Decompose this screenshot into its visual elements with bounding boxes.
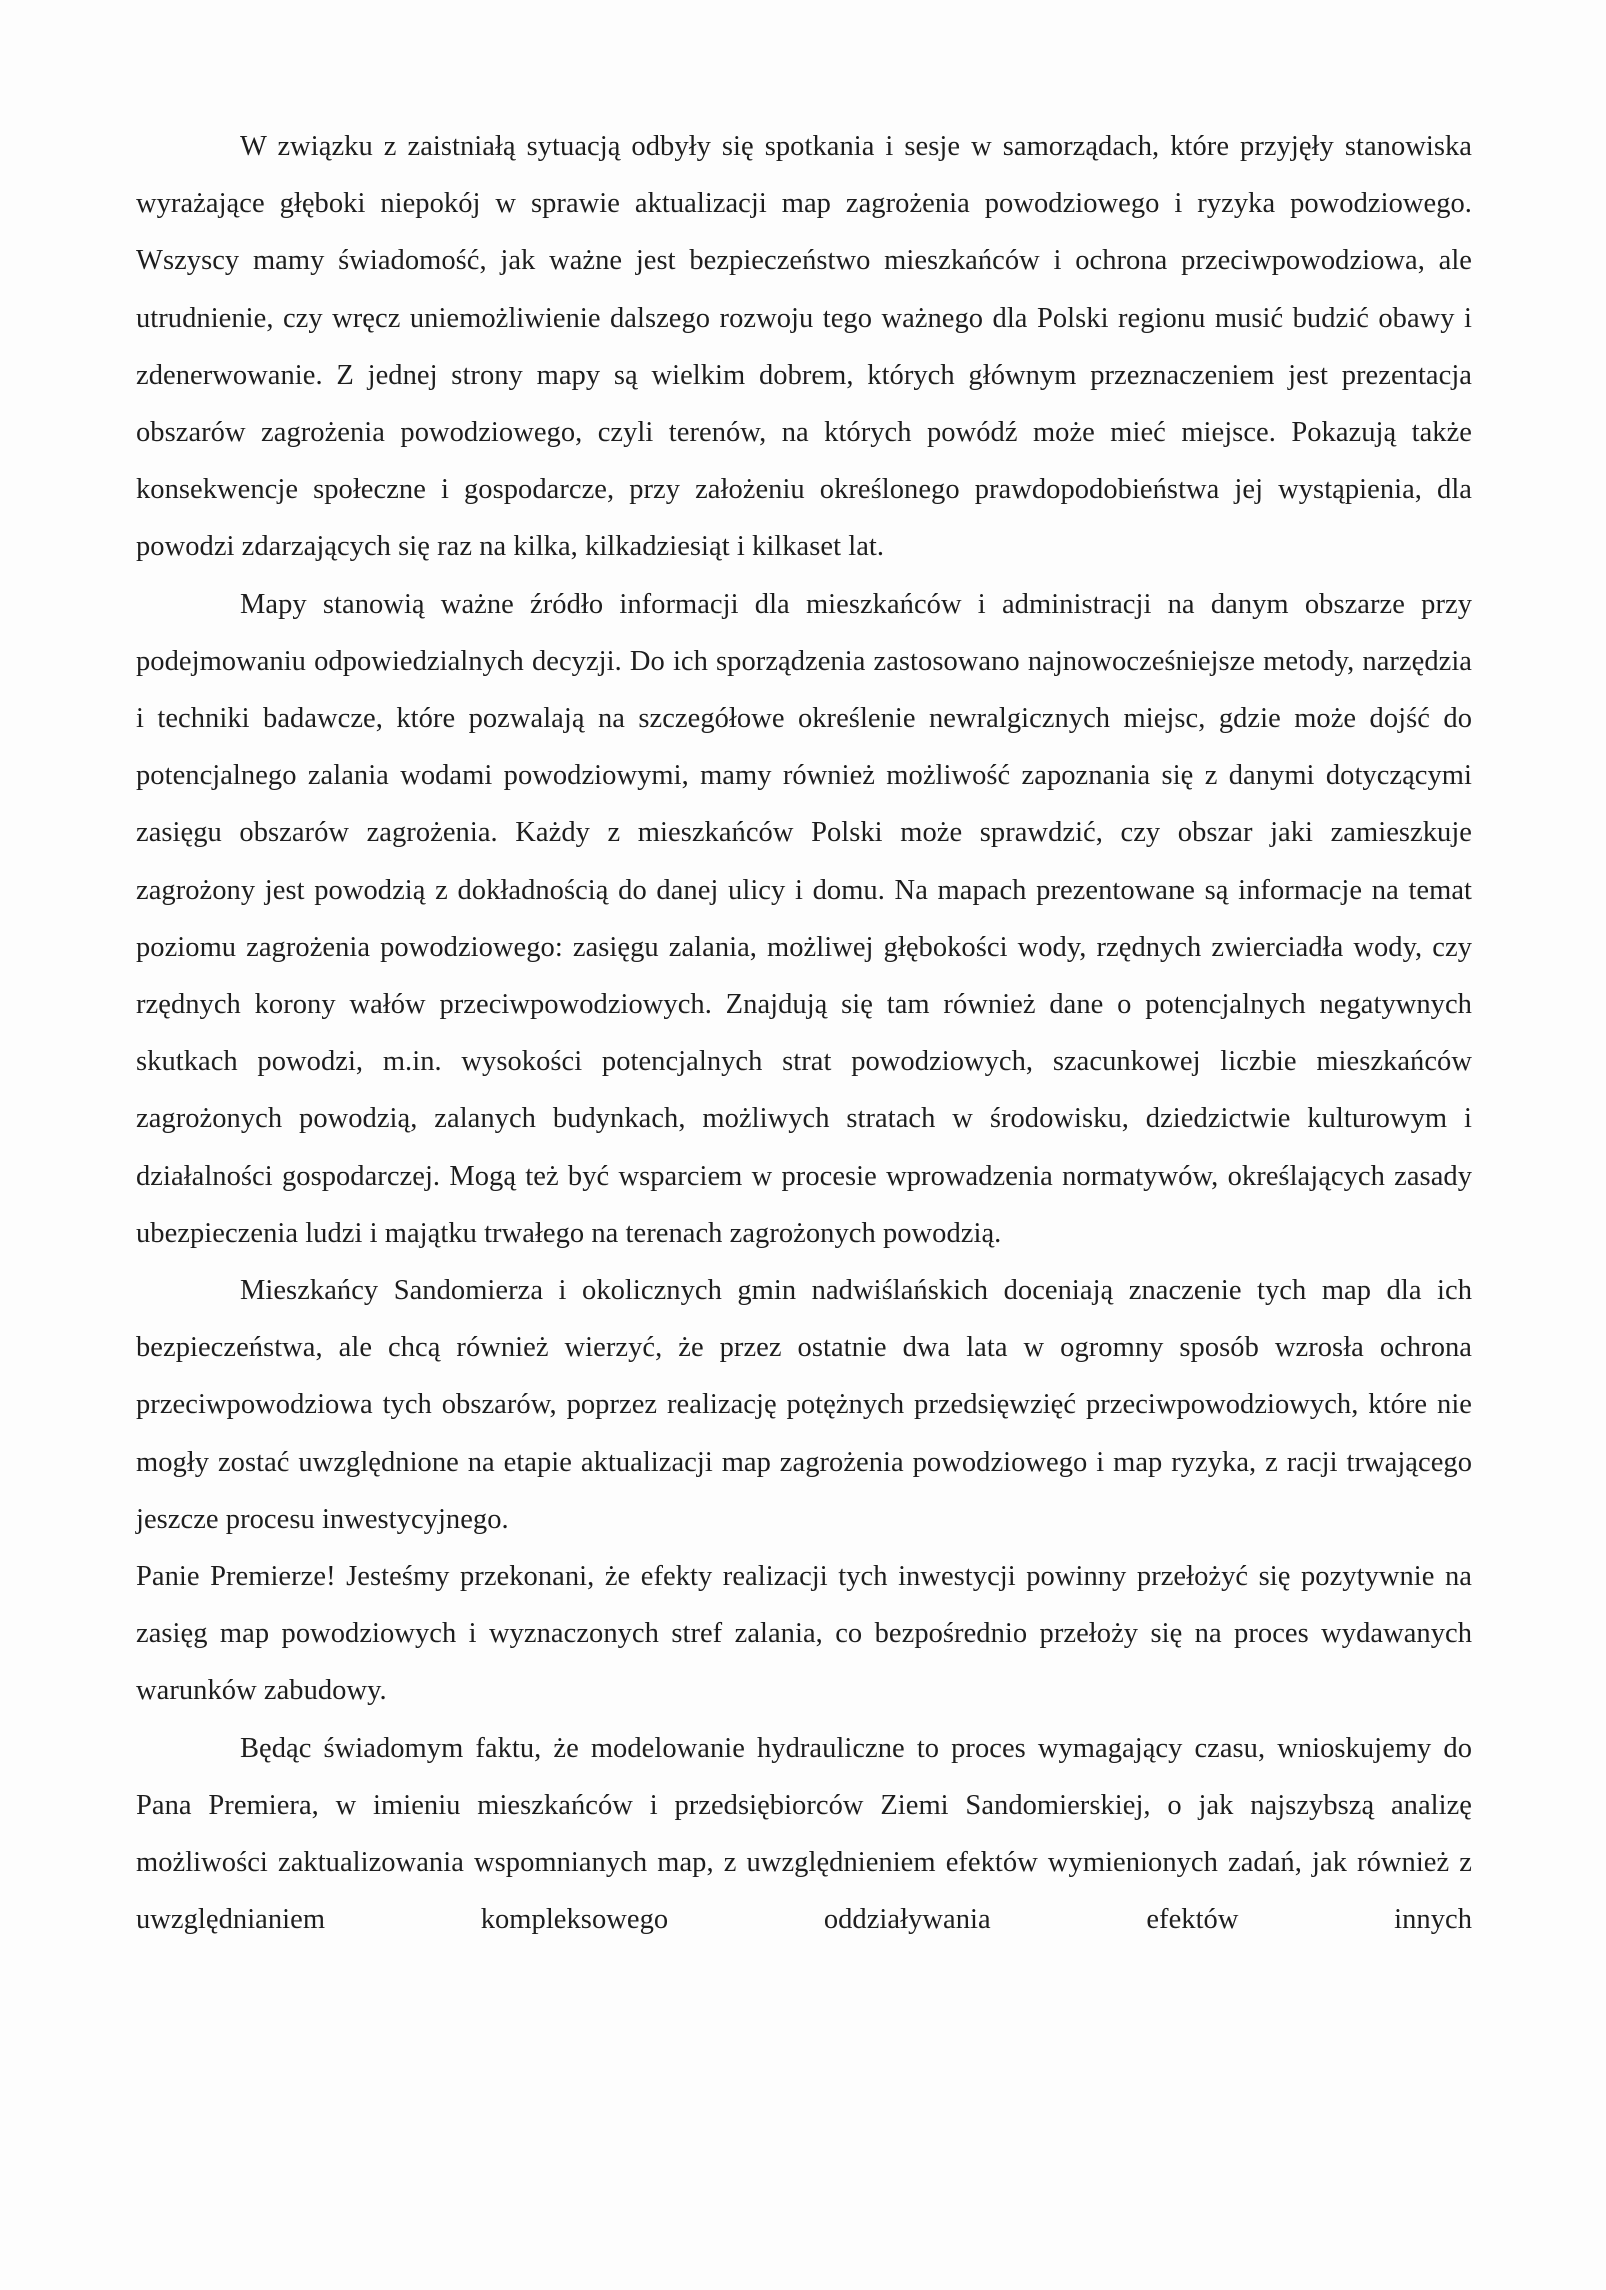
paragraph-2: Mapy stanowią ważne źródło informacji dla mieszkańców i administracji na danym obszarze przy podejmowaniu odpowiedzialnych decyzji. Do ich sporządzenia zastosowano najnowocześniejsze metody, narzędzia i techniki badawcze, które pozwalają na szczegółowe określenie newralgicznych miejsc, gdzie może dojść do potencjalnego zalania wodami powodziowymi, mamy również możliwość zapoznania się z danymi dotyczącymi zasięgu obszarów zagrożenia. Każdy z mieszkańców Polski może sprawdzić, czy obszar jaki zamieszkuje zagrożony jest powodzią z dokładnością do danej ulicy i domu. Na mapach prezentowane są informacje na temat poziomu zagrożenia powodziowego: zasięgu zalania, możliwej głębokości wody, rzędnych zwierciadła wody, czy rzędnych korony wałów przeciwpowodziowych. Znajdują się tam również dane o potencjalnych negatywnych skutkach powodzi, m.in. wysokości potencjalnych strat powodziowych, szacunkowej liczbie mieszkańców zagrożonych powodzią, zalanych budynkach, możliwych stratach w środowisku, dziedzictwie kulturowym i działalności gospodarczej. Mogą też być wsparciem w procesie wprowadzenia normatywów, określających zasady ubezpieczenia ludzi i majątku trwałego na terenach zagrożonych powodzią. [136,588,1472,1249]
document-body [136,118,1472,1949]
paragraph-3: Mieszkańcy Sandomierza i okolicznych gmin nadwiślańskich doceniają znaczenie tych map dla ich bezpieczeństwa, ale chcą również wierzyć, że przez ostatnie dwa lata w ogromny sposób wzrosła ochrona przeciwpowodziowa tych obszarów, poprzez realizację potężnych przedsięwzięć przeciwpowodziowych, które nie mogły zostać uwzględnione na etapie aktualizacji map zagrożenia powodziowego i map ryzyka, z racji trwającego jeszcze procesu inwestycyjnego. [136,1275,1472,1535]
paragraph-4: Panie Premierze! Jesteśmy przekonani, że efekty realizacji tych inwestycji powinny przełożyć się pozytywnie na zasięg map powodziowych i wyznaczonych stref zalania, co bezpośrednio przełoży się na proces wydawanych warunków zabudowy. [136,1561,1472,1707]
paragraph-1: W związku z zaistniałą sytuacją odbyły się spotkania i sesje w samorządach, które przyjęły stanowiska wyrażające głęboki niepokój w sprawie aktualizacji map zagrożenia powodziowego i ryzyka powodziowego. Wszyscy mamy świadomość, jak ważne jest bezpieczeństwo mieszkańców i ochrona przeciwpowodziowa, ale utrudnienie, czy wręcz uniemożliwienie dalszego rozwoju tego ważnego dla Polski regionu musić budzić obawy i zdenerwowanie. Z jednej strony mapy są wielkim dobrem, których głównym przeznaczeniem jest prezentacja obszarów zagrożenia powodziowego, czyli terenów, na których powódź może mieć miejsce. Pokazują także konsekwencje społeczne i gospodarcze, przy założeniu określonego prawdopodobieństwa jej wystąpienia, dla powodzi zdarzających się raz na kilka, kilkadziesiąt i kilkaset lat. [136,131,1472,563]
paragraph-5: Będąc świadomym faktu, że modelowanie hydrauliczne to proces wymagający czasu, wnioskujemy do Pana Premiera, w imieniu mieszkańców i przedsiębiorców Ziemi Sandomierskiej, o jak najszybszą analizę możliwości zaktualizowania wspomnianych map, z uwzględnieniem efektów wymienionych zadań, jak również z uwzględnianiem kompleksowego oddziaływania efektów innych [136,1732,1472,1936]
